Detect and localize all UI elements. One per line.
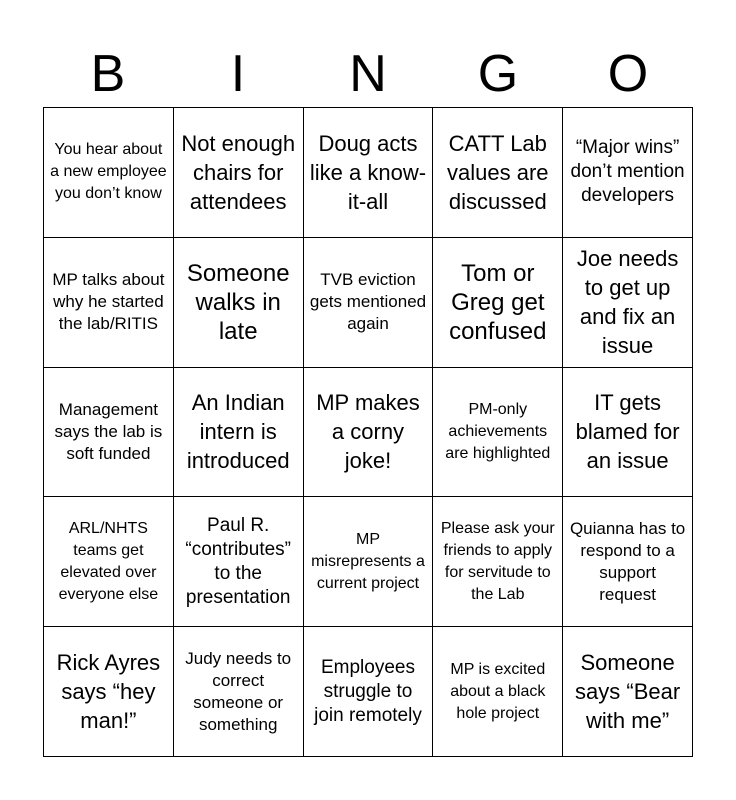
bingo-cell[interactable] xyxy=(174,368,304,498)
cell-text: Rick Ayres says “hey man!” xyxy=(56,650,161,734)
header-letter-g: G xyxy=(477,45,519,103)
bingo-cell[interactable] xyxy=(433,238,563,368)
bingo-cell[interactable] xyxy=(174,238,304,368)
cell-text: Joe needs to get up and fix an issue xyxy=(576,246,679,359)
bingo-cell[interactable] xyxy=(44,497,174,627)
bingo-cell[interactable] xyxy=(44,627,174,757)
cell-text: Tom or Greg get confused xyxy=(449,259,547,345)
cell-text: Employees struggle to join remotely xyxy=(314,656,422,726)
cell-text: “Major wins” don’t mention developers xyxy=(570,137,685,207)
cell-text: Someone walks in late xyxy=(186,259,290,345)
cell-text: Judy needs to correct someone or something xyxy=(185,648,292,734)
cell-text: An Indian intern is introduced xyxy=(186,390,290,474)
bingo-cell[interactable] xyxy=(563,238,693,368)
bingo-cell[interactable] xyxy=(304,368,434,498)
cell-text: MP misrepresents a current project xyxy=(311,530,425,592)
bingo-cell[interactable] xyxy=(563,627,693,757)
bingo-board xyxy=(43,107,693,757)
cell-text: Quianna has to respond to a support request xyxy=(569,518,686,604)
bingo-cell[interactable] xyxy=(304,627,434,757)
header-letter-n: N xyxy=(349,45,387,103)
cell-text: Not enough chairs for attendees xyxy=(181,130,296,214)
bingo-cell[interactable] xyxy=(433,497,563,627)
bingo-cell[interactable] xyxy=(433,627,563,757)
bingo-cell[interactable] xyxy=(433,368,563,498)
bingo-cell[interactable] xyxy=(563,108,693,238)
bingo-header xyxy=(43,40,693,108)
cell-text: Someone says “Bear with me” xyxy=(575,650,681,734)
header-letter-i: I xyxy=(230,45,246,103)
cell-text: Management says the lab is soft funded xyxy=(54,399,163,463)
cell-text: ARL/NHTS teams get elevated over everyone else xyxy=(58,519,159,603)
bingo-cell[interactable] xyxy=(44,238,174,368)
cell-text: PM-only achievements are highlighted xyxy=(445,400,551,462)
bingo-cell[interactable] xyxy=(174,108,304,238)
bingo-cell[interactable] xyxy=(304,497,434,627)
cell-text: CATT Lab values are discussed xyxy=(447,130,549,214)
header-letter-b: B xyxy=(90,45,126,103)
bingo-cell[interactable] xyxy=(304,238,434,368)
bingo-cell[interactable] xyxy=(563,497,693,627)
cell-text: Doug acts like a know-it-all xyxy=(309,130,427,214)
cell-text: You hear about a new employee you don’t know xyxy=(50,141,167,203)
cell-text: MP is excited about a black hole project xyxy=(450,660,546,722)
bingo-cell[interactable] xyxy=(433,108,563,238)
cell-text: TVB eviction gets mentioned again xyxy=(309,270,427,334)
header-letter-o: O xyxy=(607,45,649,103)
bingo-cell[interactable] xyxy=(44,108,174,238)
bingo-cell[interactable] xyxy=(44,368,174,498)
bingo-cell[interactable] xyxy=(174,497,304,627)
cell-text: IT gets blamed for an issue xyxy=(575,390,680,474)
cell-text: MP makes a corny joke! xyxy=(316,390,420,474)
cell-text: MP talks about why he started the lab/RITIS xyxy=(52,270,165,334)
bingo-cell[interactable] xyxy=(563,368,693,498)
cell-text: Please ask your friends to apply for servitude to the Lab xyxy=(440,519,555,603)
bingo-cell[interactable] xyxy=(174,627,304,757)
bingo-cell[interactable] xyxy=(304,108,434,238)
cell-text: Paul R. “contributes” to the presentation xyxy=(185,514,291,608)
